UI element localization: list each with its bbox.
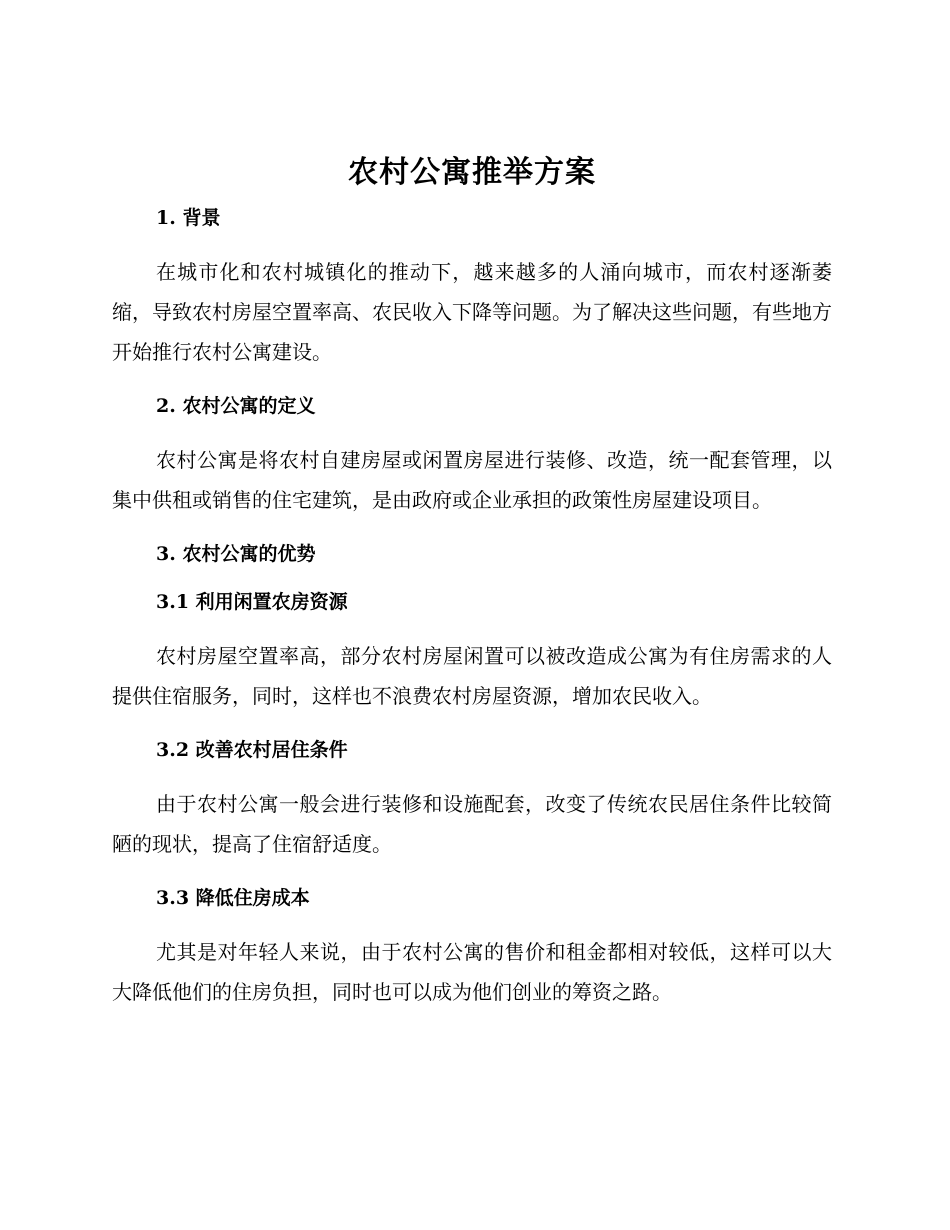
section-heading: 2. 农村公寓的定义 xyxy=(156,395,316,417)
subsection-paragraph: 尤其是对年轻人来说，由于农村公寓的售价和租金都相对较低，这样可以大大降低他们的住房负担，同时也可以成为他们创业的筹资之路。 xyxy=(112,940,832,1004)
section-definition xyxy=(112,392,832,540)
subsection-housing-cost xyxy=(112,884,832,1012)
section-paragraph: 农村公寓是将农村自建房屋或闲置房屋进行装修、改造，统一配套管理，以集中供租或销售的住宅建筑，是由政府或企业承担的政策性房屋建设项目。 xyxy=(112,448,832,512)
subsection-paragraph: 农村房屋空置率高，部分农村房屋闲置可以被改造成公寓为有住房需求的人提供住宿服务，同时，这样也不浪费农村房屋资源，增加农民收入。 xyxy=(112,644,832,708)
section-background xyxy=(112,204,832,392)
subsection-idle-housing xyxy=(112,588,832,736)
document-page xyxy=(112,146,832,1012)
subsection-heading: 3.1 利用闲置农房资源 xyxy=(156,591,348,613)
section-advantages xyxy=(112,540,832,588)
subsection-living-conditions xyxy=(112,736,832,884)
document-title: 农村公寓推举方案 xyxy=(348,155,596,190)
section-paragraph: 在城市化和农村城镇化的推动下，越来越多的人涌向城市，而农村逐渐萎缩，导致农村房屋空置率高、农民收入下降等问题。为了解决这些问题，有些地方开始推行农村公寓建设。 xyxy=(112,260,832,364)
subsection-heading: 3.2 改善农村居住条件 xyxy=(156,739,348,761)
section-heading: 3. 农村公寓的优势 xyxy=(156,543,316,565)
subsection-heading: 3.3 降低住房成本 xyxy=(156,887,310,909)
section-heading: 1. 背景 xyxy=(156,207,221,229)
subsection-paragraph: 由于农村公寓一般会进行装修和设施配套，改变了传统农民居住条件比较简陋的现状，提高了住宿舒适度。 xyxy=(112,792,832,856)
